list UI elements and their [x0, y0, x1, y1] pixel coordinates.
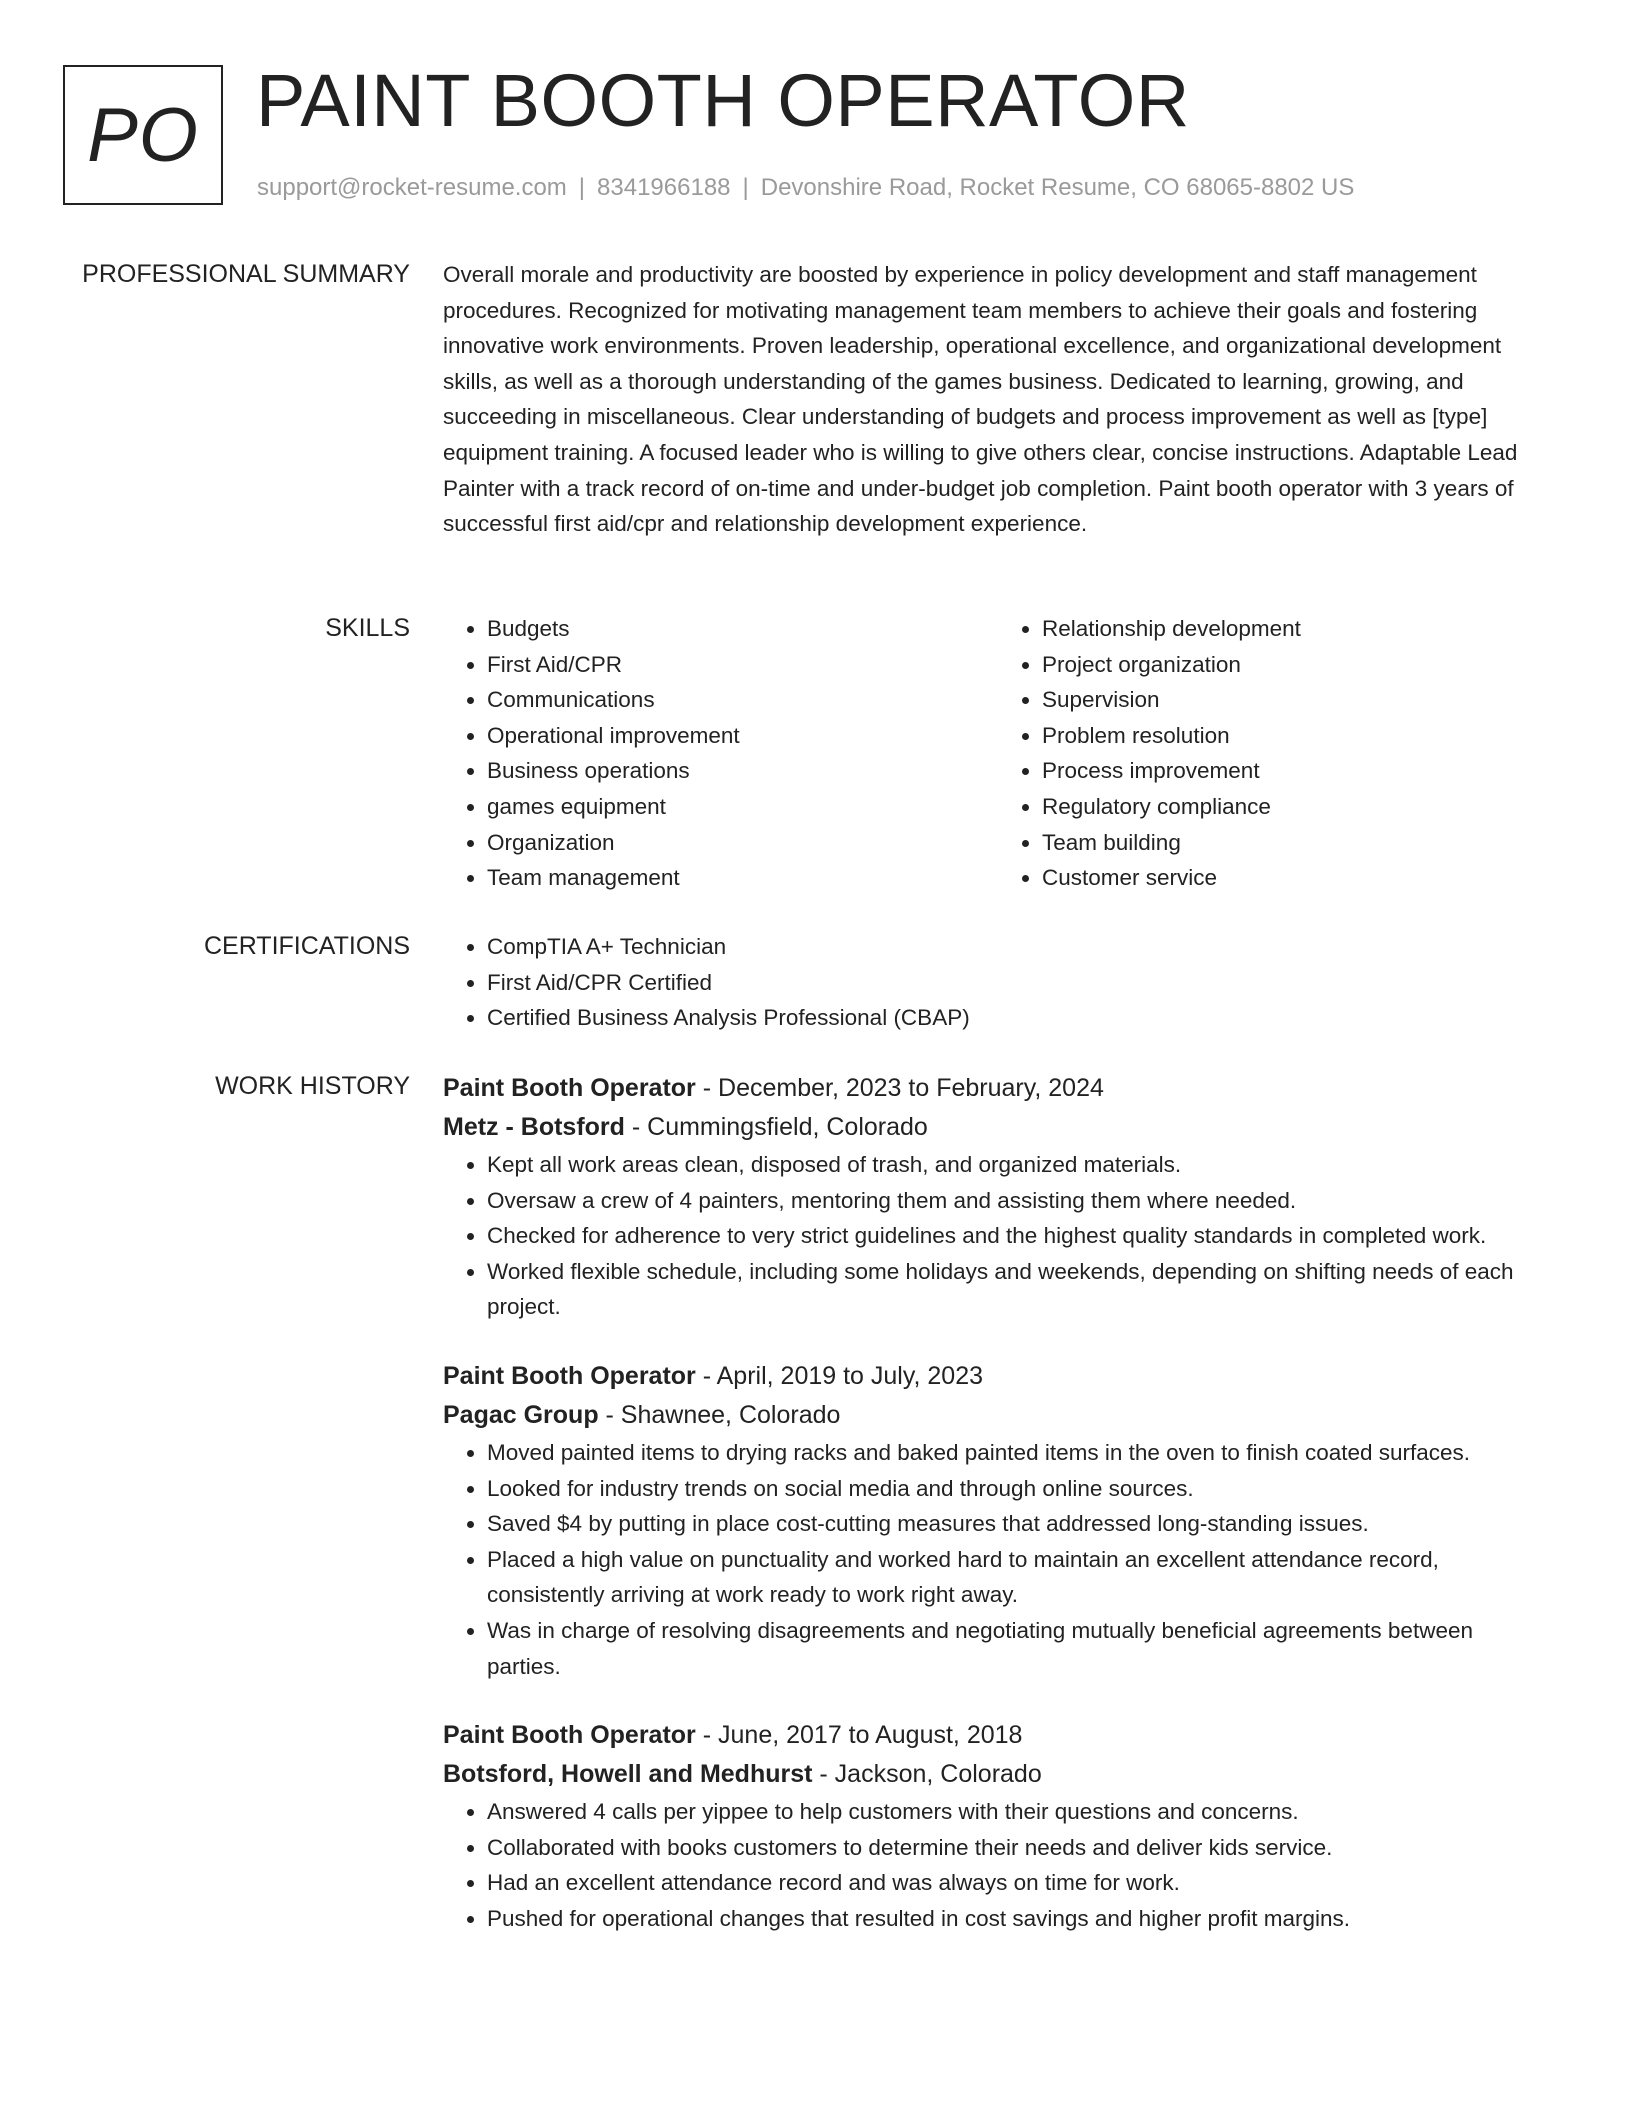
skill-item: • Customer service	[1042, 860, 1553, 896]
skill-item: • Supervision	[1042, 682, 1553, 718]
certification-item: • CompTIA A+ Technician	[487, 929, 1553, 965]
job-bullet: • Collaborated with books customers to determine their needs and deliver kids service.	[487, 1830, 1553, 1866]
job-bullet: • Checked for adherence to very strict guidelines and the highest quality standards in completed work.	[487, 1218, 1553, 1254]
contact-email: support@rocket-resume.com	[257, 174, 567, 201]
contact-separator: |	[742, 174, 749, 201]
skills-column-right	[998, 611, 1553, 896]
job-company: Metz - Botsford	[443, 1113, 625, 1141]
certifications-heading: CERTIFICATIONS	[203, 932, 410, 960]
monogram-text: PO	[87, 92, 199, 178]
certification-item: • Certified Business Analysis Professional (CBAP)	[487, 1000, 1553, 1036]
certification-item: • First Aid/CPR Certified	[487, 965, 1553, 1001]
job-bullet: • Answered 4 calls per yippee to help customers with their questions and concerns.	[487, 1794, 1553, 1830]
summary-heading: PROFESSIONAL SUMMARY	[82, 260, 410, 288]
monogram-badge	[63, 65, 223, 205]
summary-text: Overall morale and productivity are boosted by experience in policy development and staff management procedures. Recognized for motivating management team members to achieve their goals and fostering innovative work environments. Proven leadership, operational excellence, and organizational development skills, as well as a thorough understanding of the games business. Dedicated to learning, growing, and succeeding in miscellaneous. Clear understanding of budgets and process improvement as well as [type] equipment training. A focused leader who is willing to give others clear, concise instructions. Adaptable Lead Painter with a track record of on-time and under-budget job completion. Paint booth operator with 3 years of successful first aid/cpr and relationship development experience.	[443, 262, 1518, 537]
skill-item: • Business operations	[487, 753, 998, 789]
skill-item: • Regulatory compliance	[1042, 789, 1553, 825]
job-title-line	[443, 1357, 1553, 1396]
job-location: - Jackson, Colorado	[812, 1760, 1042, 1789]
job-company-line	[443, 1396, 1553, 1435]
skills-column-left	[443, 611, 998, 896]
skill-item: • Team building	[1042, 825, 1553, 861]
resume-title: PAINT BOOTH OPERATOR	[256, 59, 1190, 142]
job-bullets	[443, 1794, 1553, 1936]
skill-item: • Organization	[487, 825, 998, 861]
job-title: Paint Booth Operator	[443, 1074, 696, 1102]
job-dates: - April, 2019 to July, 2023	[695, 1361, 984, 1390]
certifications-list	[443, 929, 1553, 1036]
job-bullets	[443, 1147, 1553, 1325]
job-bullet: • Was in charge of resolving disagreements and negotiating mutually beneficial agreements between parties.	[487, 1613, 1553, 1684]
job-company-line	[443, 1755, 1553, 1794]
job-bullet: • Looked for industry trends on social media and through online sources.	[487, 1471, 1553, 1507]
skill-item: • Process improvement	[1042, 753, 1553, 789]
skill-item: • Project organization	[1042, 647, 1553, 683]
job-bullet: • Oversaw a crew of 4 painters, mentoring them and assisting them where needed.	[487, 1183, 1553, 1219]
job-dates: - June, 2017 to August, 2018	[695, 1721, 1023, 1750]
job-company: Botsford, Howell and Medhurst	[443, 1760, 813, 1789]
work-history-list	[443, 1069, 1553, 1969]
job-company-line	[443, 1108, 1553, 1147]
job-bullet: • Placed a high value on punctuality and worked hard to maintain an excellent attendance record, consistently arriving at work ready to work right away.	[487, 1542, 1553, 1613]
contact-line	[257, 172, 1354, 204]
job-title-line	[443, 1069, 1553, 1108]
skill-item: • Operational improvement	[487, 718, 998, 754]
skill-item: • Team management	[487, 860, 998, 896]
job-location: - Cummingsfield, Colorado	[624, 1113, 928, 1141]
job-bullet: • Moved painted items to drying racks and baked painted items in the oven to finish coated surfaces.	[487, 1435, 1553, 1471]
skill-item: • Communications	[487, 682, 998, 718]
job-bullet: • Saved $4 by putting in place cost-cutting measures that addressed long-standing issues.	[487, 1506, 1553, 1542]
skills-heading: SKILLS	[325, 614, 410, 642]
contact-address: Devonshire Road, Rocket Resume, CO 68065-8802 US	[760, 174, 1355, 201]
skill-item: • Relationship development	[1042, 611, 1553, 647]
job-title-line	[443, 1716, 1553, 1755]
job-company: Pagac Group	[443, 1400, 599, 1429]
job-entry	[443, 1357, 1553, 1684]
skills-list	[443, 611, 1553, 896]
job-bullet: • Pushed for operational changes that resulted in cost savings and higher profit margins.	[487, 1901, 1553, 1937]
job-title: Paint Booth Operator	[443, 1721, 696, 1750]
job-bullet: • Had an excellent attendance record and was always on time for work.	[487, 1865, 1553, 1901]
job-bullet: • Kept all work areas clean, disposed of trash, and organized materials.	[487, 1147, 1553, 1183]
contact-phone: 8341966188	[597, 174, 731, 201]
job-entry	[443, 1716, 1553, 1936]
skill-item: • First Aid/CPR	[487, 647, 998, 683]
job-entry	[443, 1069, 1553, 1325]
skill-item: • Problem resolution	[1042, 718, 1553, 754]
job-location: - Shawnee, Colorado	[598, 1400, 841, 1429]
job-bullets	[443, 1435, 1553, 1684]
job-dates: - December, 2023 to February, 2024	[695, 1074, 1104, 1102]
contact-separator: |	[578, 174, 586, 201]
skill-item: • games equipment	[487, 789, 998, 825]
skill-item: • Budgets	[487, 611, 998, 647]
job-bullet: • Worked flexible schedule, including some holidays and weekends, depending on shifting needs of each project.	[487, 1254, 1553, 1325]
work-history-heading: WORK HISTORY	[215, 1072, 410, 1100]
job-title: Paint Booth Operator	[443, 1361, 696, 1390]
